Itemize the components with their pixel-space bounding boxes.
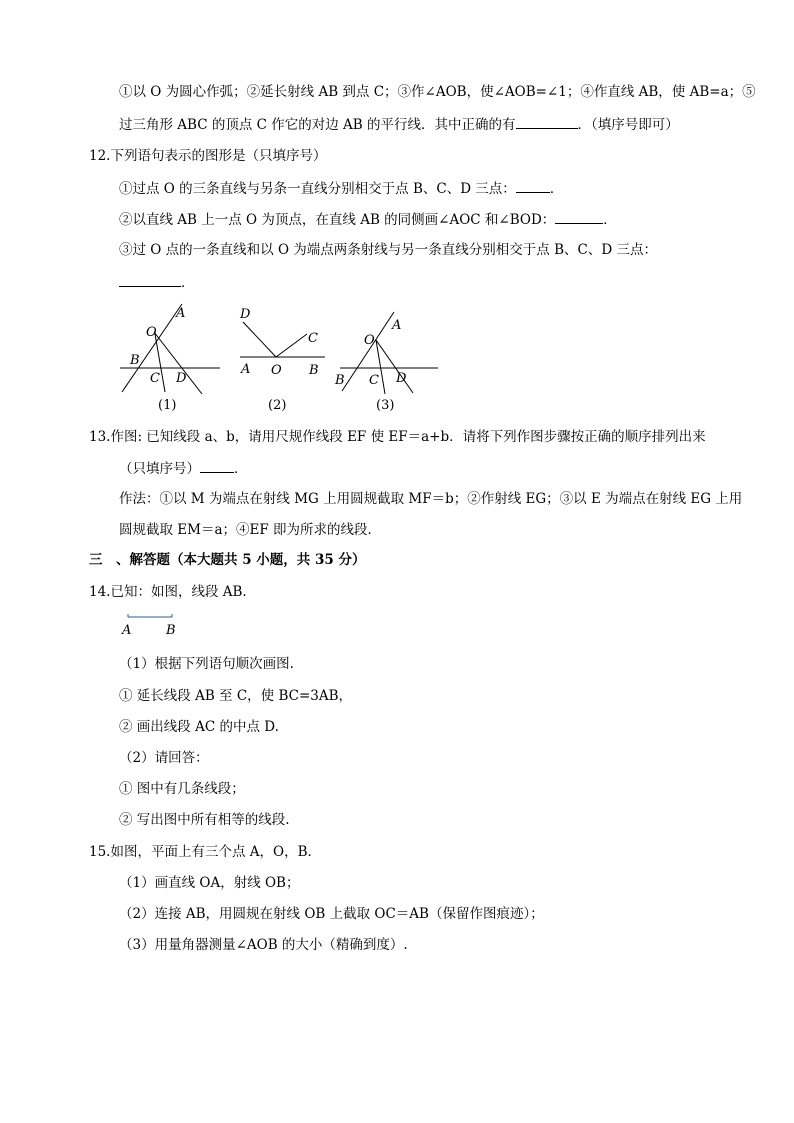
q11-answer-blank[interactable] xyxy=(516,114,578,129)
section-3-heading: 三 、解答题（本大题共 5 小题，共 35 分） xyxy=(89,552,366,568)
fig2-label-c: C xyxy=(308,331,318,346)
q12-stem: 12.下列语句表示的图形是（只填序号） xyxy=(89,148,327,164)
q11-options-line: ①以 O 为圆心作弧；②延长射线 AB 到点 C；③作∠AOB，使∠AOB=∠1；④作直线 AB，使 AB=a；⑤ xyxy=(119,84,756,100)
q13-answer-blank[interactable] xyxy=(200,458,234,473)
q13-answer-label: （只填序号） xyxy=(119,461,200,477)
q15-part-2: （2）连接 AB，用圆规在射线 OB 上截取 OC＝AB（保留作图痕迹）； xyxy=(119,906,544,922)
fig1-label-o: O xyxy=(146,325,157,340)
q13-method-line-1: 作法：①以 M 为端点在射线 MG 上用圆规截取 MF＝b；②作射线 EG；③以 E 为端点在射线 EG 上用 xyxy=(119,491,743,507)
q12-statement-1-end: ． xyxy=(549,181,564,197)
q14-label-b: B xyxy=(166,623,176,638)
fig1-label-b: B xyxy=(130,353,140,368)
fig1-label-d: D xyxy=(176,371,187,386)
fig1-label-a: A xyxy=(176,306,186,321)
fig3-label-b: B xyxy=(335,373,345,388)
q15-stem: 15.如图，平面上有三个点 A，O，B． xyxy=(89,844,321,860)
q15-part-1: （1）画直线 OA，射线 OB； xyxy=(119,875,300,891)
q13-stem: 13.作图: 已知线段 a、b，请用尺规作线段 EF 使 EF＝a+b．请将下列作图步骤按正确的顺序排列出来 xyxy=(89,429,706,445)
q12-statement-1-text: ①过点 O 的三条直线与另条一直线分别相交于点 B、C、D 三点： xyxy=(119,181,516,197)
q12-statement-3-answer xyxy=(119,272,195,293)
fig2-ray-od xyxy=(243,322,276,357)
q12-statement-2-end: ． xyxy=(603,212,617,228)
q12-blank-3[interactable] xyxy=(119,272,181,287)
fig3-label-o: O xyxy=(364,333,375,348)
fig3-label-d: D xyxy=(396,371,407,386)
q11-answer-suffix: ．（填序号即可） xyxy=(577,117,679,133)
fig2-label-o: O xyxy=(271,363,282,378)
q14-part-1-step-2: ② 画出线段 AC 的中点 D. xyxy=(119,719,279,735)
fig3-caption: (3) xyxy=(376,398,395,413)
q12-statement-1 xyxy=(119,178,563,199)
q14-part-2: （2）请回答： xyxy=(119,750,209,766)
q11-answer-text: 过三角形 ABC 的顶点 C 作它的对边 AB 的平行线．其中正确的有 xyxy=(119,117,516,133)
q13-method-line-2: 圆规截取 EM＝a；④EF 即为所求的线段． xyxy=(119,522,382,538)
q12-statement-2 xyxy=(119,209,617,230)
fig2-ray-oc xyxy=(276,334,307,357)
q14-part-1-step-1: ① 延长线段 AB 至 C，使 BC=3AB， xyxy=(119,688,353,704)
fig2-label-a: A xyxy=(241,362,251,377)
q13-answer-end: ． xyxy=(234,461,248,477)
q12-statement-2-text: ②以直线 AB 上一点 O 为顶点，在直线 AB 的同侧画∠AOC 和∠BOD： xyxy=(119,212,556,228)
fig3-line-ba xyxy=(342,312,394,391)
fig2-label-d: D xyxy=(240,307,251,322)
figure-2 xyxy=(239,307,325,413)
q13-answer-line xyxy=(119,458,248,479)
figure-1 xyxy=(120,304,220,413)
q11-answer-line xyxy=(119,114,679,135)
q12-statement-3: ③过 O 点的一条直线和以 O 为端点两条射线与另一条直线分别相交于点 B、C、D 三点： xyxy=(119,242,657,258)
q14-part-2-q2: ② 写出图中所有相等的线段. xyxy=(119,812,290,828)
q15-part-3: （3）用量角器测量∠AOB 的大小（精确到度）. xyxy=(119,937,408,953)
q14-stem: 14.已知：如图，线段 AB. xyxy=(89,584,247,600)
q14-part-2-q1: ① 图中有几条线段； xyxy=(119,781,245,797)
fig2-caption: (2) xyxy=(268,398,287,413)
q12-statement-3-end: ． xyxy=(181,275,195,291)
figure-3 xyxy=(334,312,438,413)
fig3-label-c: C xyxy=(369,373,379,388)
fig3-ray-od xyxy=(376,340,413,393)
fig1-label-c: C xyxy=(150,371,160,386)
fig2-label-b: B xyxy=(309,363,319,378)
fig1-caption: (1) xyxy=(158,398,177,413)
q12-figures xyxy=(110,298,450,418)
q12-blank-1[interactable] xyxy=(516,178,550,193)
q14-part-1: （1）根据下列语句顺次画图. xyxy=(119,656,294,672)
q12-blank-2[interactable] xyxy=(555,209,603,224)
q14-label-a: A xyxy=(122,623,132,638)
fig3-label-a: A xyxy=(392,318,402,333)
q14-segment-figure xyxy=(119,610,189,640)
